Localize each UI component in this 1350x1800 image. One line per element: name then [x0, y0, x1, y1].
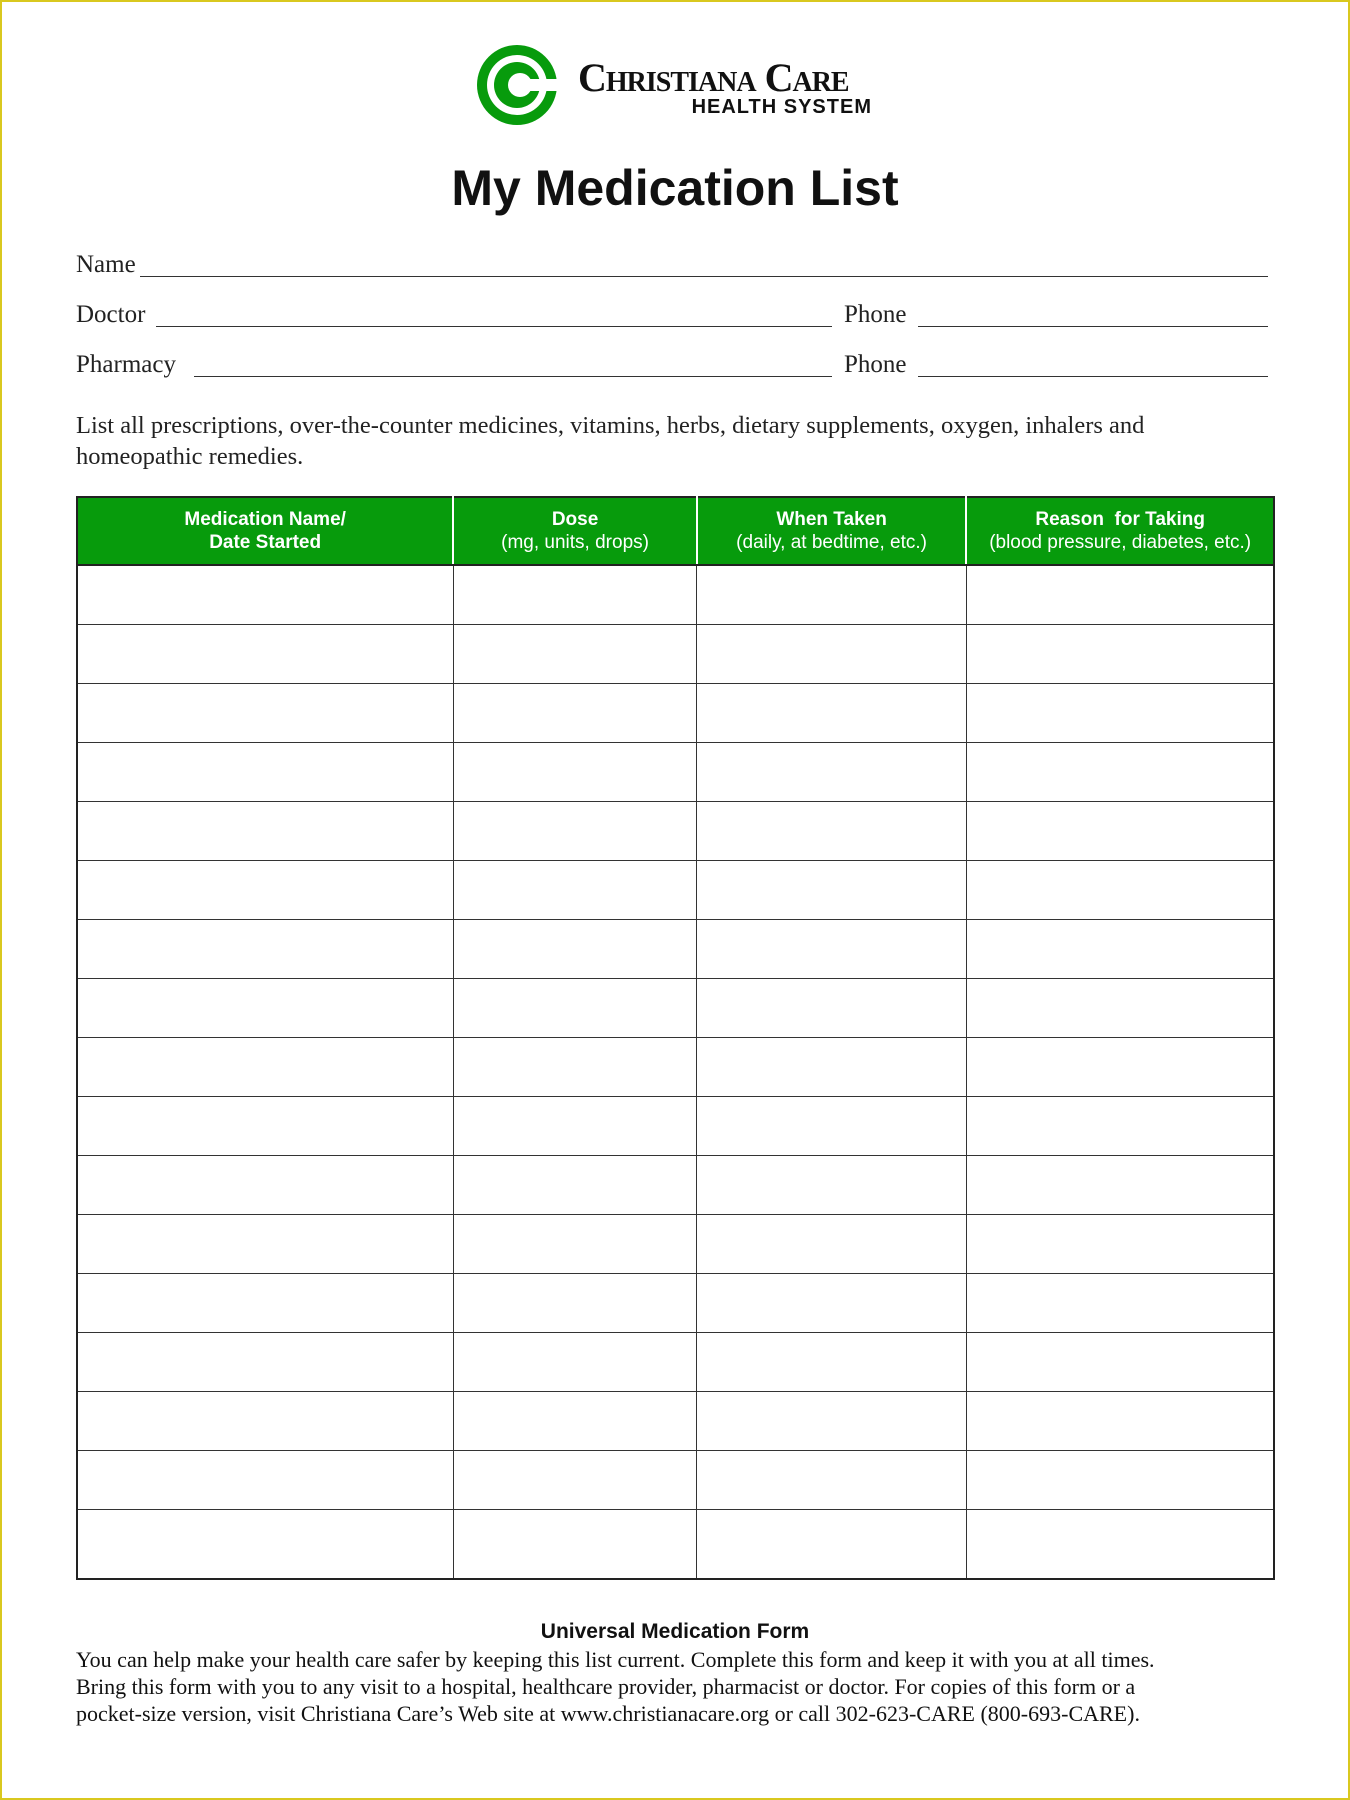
when-taken-cell[interactable] — [697, 1274, 967, 1333]
when-taken-cell[interactable] — [697, 1038, 967, 1097]
medication-cell[interactable] — [77, 1097, 453, 1156]
table-header-row — [77, 497, 1274, 565]
medication-cell[interactable] — [77, 1333, 453, 1392]
when-taken-cell[interactable] — [697, 1097, 967, 1156]
when-taken-cell[interactable] — [697, 565, 967, 625]
footer-text — [76, 1646, 1276, 1727]
footer-title: Universal Medication Form — [540, 1620, 810, 1643]
dose-cell[interactable] — [453, 1038, 697, 1097]
dose-cell[interactable] — [453, 802, 697, 861]
footer-line: You can help make your health care safer by keeping this list current. Complete this form and keep it with you at all times. — [76, 1647, 1155, 1672]
reason-cell[interactable] — [966, 1215, 1274, 1274]
doctor-field[interactable] — [76, 300, 1268, 332]
when-taken-cell[interactable] — [697, 1392, 967, 1451]
when-taken-cell[interactable] — [697, 802, 967, 861]
reason-cell[interactable] — [966, 684, 1274, 743]
dose-cell[interactable] — [453, 743, 697, 802]
table-row — [77, 1333, 1274, 1392]
table-row — [77, 565, 1274, 625]
table-row — [77, 684, 1274, 743]
when-taken-cell[interactable] — [697, 1510, 967, 1580]
medication-cell[interactable] — [77, 1274, 453, 1333]
when-taken-cell[interactable] — [697, 1156, 967, 1215]
dose-cell[interactable] — [453, 625, 697, 684]
table-row — [77, 802, 1274, 861]
dose-cell[interactable] — [453, 565, 697, 625]
medication-cell[interactable] — [77, 1215, 453, 1274]
column-header-medication — [77, 497, 453, 565]
pharmacy-phone-label: Phone — [844, 351, 907, 378]
name-label: Name — [76, 251, 136, 278]
pharmacy-label: Pharmacy — [76, 351, 176, 378]
medication-cell[interactable] — [77, 1392, 453, 1451]
footer-line: Bring this form with you to any visit to a hospital, healthcare provider, pharmacist or doctor. For copies of this form or a — [76, 1674, 1136, 1699]
dose-cell[interactable] — [453, 1215, 697, 1274]
when-taken-cell[interactable] — [697, 920, 967, 979]
medication-cell[interactable] — [77, 979, 453, 1038]
table-row — [77, 861, 1274, 920]
medication-cell[interactable] — [77, 743, 453, 802]
medication-cell[interactable] — [77, 1038, 453, 1097]
reason-cell[interactable] — [966, 565, 1274, 625]
brand-subtitle: HEALTH SYSTEM — [691, 96, 872, 118]
medication-cell[interactable] — [77, 1451, 453, 1510]
page-title: My Medication List — [451, 160, 899, 216]
when-taken-cell[interactable] — [697, 1451, 967, 1510]
column-subtitle: (daily, at bedtime, etc.) — [736, 532, 927, 553]
name-field[interactable] — [76, 250, 1268, 282]
column-header-dose — [453, 497, 697, 565]
reason-cell[interactable] — [966, 861, 1274, 920]
table-row — [77, 1097, 1274, 1156]
dose-cell[interactable] — [453, 1156, 697, 1215]
column-title: Medication Name/ — [184, 509, 346, 530]
doctor-phone-label: Phone — [844, 301, 907, 328]
medication-cell[interactable] — [77, 802, 453, 861]
doctor-label: Doctor — [76, 301, 146, 328]
medication-cell[interactable] — [77, 625, 453, 684]
reason-cell[interactable] — [966, 743, 1274, 802]
table-body — [77, 565, 1274, 1579]
column-subtitle: Date Started — [209, 532, 322, 553]
reason-cell[interactable] — [966, 625, 1274, 684]
column-subtitle: (blood pressure, diabetes, etc.) — [989, 532, 1252, 553]
medication-cell[interactable] — [77, 1156, 453, 1215]
table-row — [77, 1392, 1274, 1451]
christiana-care-logo-icon — [476, 44, 562, 130]
pharmacy-phone-line[interactable] — [918, 376, 1268, 377]
reason-cell[interactable] — [966, 1392, 1274, 1451]
table-row — [77, 1274, 1274, 1333]
brand-logo — [476, 44, 876, 130]
dose-cell[interactable] — [453, 684, 697, 743]
medication-cell[interactable] — [77, 861, 453, 920]
reason-cell[interactable] — [966, 802, 1274, 861]
when-taken-cell[interactable] — [697, 743, 967, 802]
medication-table — [76, 496, 1275, 1580]
when-taken-cell[interactable] — [697, 861, 967, 920]
when-taken-cell[interactable] — [697, 625, 967, 684]
doctor-line[interactable] — [156, 326, 832, 327]
reason-cell[interactable] — [966, 1451, 1274, 1510]
instructions-text: List all prescriptions, over-the-counter medicines, vitamins, herbs, dietary supplements, oxygen, inhalers and homeopathic remedies. — [76, 412, 1145, 470]
column-subtitle: (mg, units, drops) — [501, 532, 649, 553]
column-title: Reason for Taking — [1035, 509, 1205, 530]
reason-cell[interactable] — [966, 1274, 1274, 1333]
medication-cell[interactable] — [77, 1510, 453, 1580]
table-row — [77, 1215, 1274, 1274]
table-row — [77, 1038, 1274, 1097]
pharmacy-line[interactable] — [194, 376, 832, 377]
dose-cell[interactable] — [453, 979, 697, 1038]
pharmacy-field[interactable] — [76, 350, 1268, 382]
column-header-reason — [966, 497, 1274, 565]
dose-cell[interactable] — [453, 1392, 697, 1451]
column-title: Dose — [551, 509, 599, 530]
table-row — [77, 625, 1274, 684]
when-taken-cell[interactable] — [697, 1333, 967, 1392]
column-title: When Taken — [776, 509, 887, 530]
dose-cell[interactable] — [453, 920, 697, 979]
dose-cell[interactable] — [453, 1274, 697, 1333]
table-row — [77, 1156, 1274, 1215]
doctor-phone-line[interactable] — [918, 326, 1268, 327]
reason-cell[interactable] — [966, 1510, 1274, 1580]
reason-cell[interactable] — [966, 1156, 1274, 1215]
reason-cell[interactable] — [966, 1333, 1274, 1392]
dose-cell[interactable] — [453, 861, 697, 920]
reason-cell[interactable] — [966, 920, 1274, 979]
table-row — [77, 1451, 1274, 1510]
name-line[interactable] — [140, 276, 1268, 277]
dose-cell[interactable] — [453, 1451, 697, 1510]
when-taken-cell[interactable] — [697, 1215, 967, 1274]
dose-cell[interactable] — [453, 1097, 697, 1156]
table-row — [77, 979, 1274, 1038]
medication-cell[interactable] — [77, 684, 453, 743]
table-row — [77, 920, 1274, 979]
medication-cell[interactable] — [77, 565, 453, 625]
footer-line: pocket-size version, visit Christiana Care’s Web site at www.christianacare.org or call 302-623-CARE (800-693-CARE). — [76, 1701, 1140, 1726]
dose-cell[interactable] — [453, 1333, 697, 1392]
table-row — [77, 1510, 1274, 1580]
brand-name: Christiana Care — [578, 55, 849, 100]
table-row — [77, 743, 1274, 802]
dose-cell[interactable] — [453, 1510, 697, 1580]
when-taken-cell[interactable] — [697, 684, 967, 743]
reason-cell[interactable] — [966, 979, 1274, 1038]
reason-cell[interactable] — [966, 1097, 1274, 1156]
column-header-when-taken — [697, 497, 967, 565]
medication-cell[interactable] — [77, 920, 453, 979]
when-taken-cell[interactable] — [697, 979, 967, 1038]
reason-cell[interactable] — [966, 1038, 1274, 1097]
